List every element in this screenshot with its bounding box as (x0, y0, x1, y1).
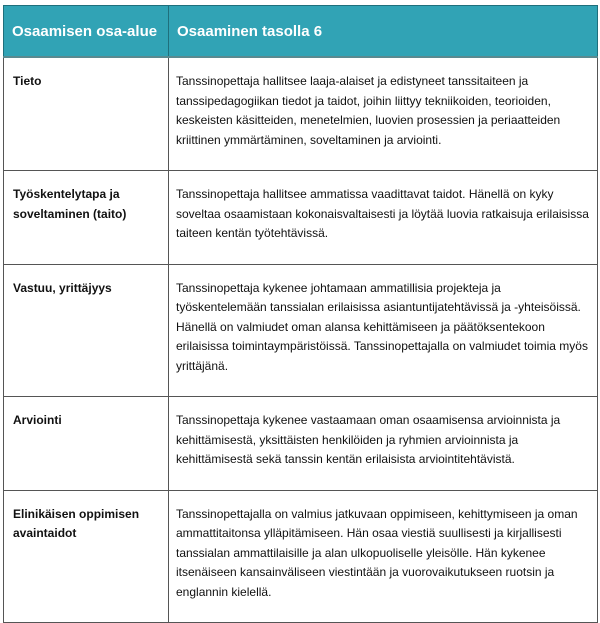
row-description: Tanssinopettaja kykenee vastaamaan oman osaamisensa arvioinnista ja kehittämisestä, yksittäisten henkilöiden ja ryhmien arvioinnista ja kehittämisestä sekä tanssin kentän erilaisista arviointitehtävistä. (169, 397, 598, 491)
table-header-row (4, 6, 598, 58)
row-description: Tanssinopettaja hallitsee laaja-alaiset ja edistyneet tanssitaiteen ja tanssipedagogiikan tiedot ja taidot, joihin liittyy tekniikoiden, teorioiden, keskeisten käsitteiden, menetelmien, luovien prosessien ja periaatteiden kriittinen ymmärtäminen, soveltaminen ja arviointi. (169, 57, 598, 171)
row-area-label: Työskentelytapa ja soveltaminen (taito) (4, 171, 169, 265)
header-competence-area: Osaamisen osa-alue (4, 6, 169, 58)
row-area-label: Vastuu, yrittäjyys (4, 264, 169, 397)
row-area-label: Elinikäisen oppimisen avaintaidot (4, 490, 169, 623)
table-row (4, 264, 598, 397)
table-row (4, 57, 598, 171)
competence-table-container (3, 5, 597, 623)
row-description: Tanssinopettaja hallitsee ammatissa vaadittavat taidot. Hänellä on kyky soveltaa osaamistaan kokonaisvaltaisesti ja löytää luovia ratkaisuja erilaisissa taiteen kentän työtehtävissä. (169, 171, 598, 265)
row-area-label: Arviointi (4, 397, 169, 491)
row-description: Tanssinopettaja kykenee johtamaan ammatillisia projekteja ja työskentelemään tanssialan erilaisissa asiantuntijatehtävissä ja -yhteisöissä. Hänellä on valmiudet oman alansa kehittämiseen ja päätöksentekoon erilaisissa toimintaympäristöissä. Tanssinopettajalla on valmiudet toimia myös yrittäjänä. (169, 264, 598, 397)
row-area-label: Tieto (4, 57, 169, 171)
header-competence-level-6: Osaaminen tasolla 6 (169, 6, 598, 58)
row-description: Tanssinopettajalla on valmius jatkuvaan oppimiseen, kehittymiseen ja oman ammattitaitonsa ylläpitämiseen. Hän osaa viestiä suullisesti ja kirjallisesti tanssialan ammattilaisille ja alan ulkopuoliselle yleisölle. Hän kykenee itsenäiseen kansainväliseen viestintään ja vuorovaikutukseen ruotsin ja englannin kielellä. (169, 490, 598, 623)
table-row (4, 490, 598, 623)
competence-table (3, 5, 598, 623)
table-row (4, 171, 598, 265)
table-row (4, 397, 598, 491)
